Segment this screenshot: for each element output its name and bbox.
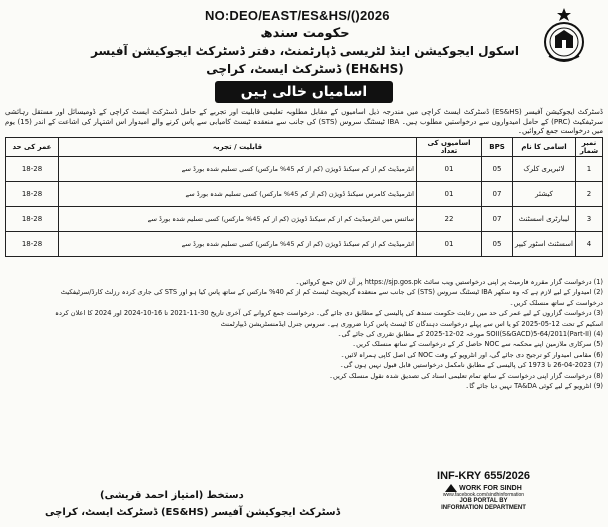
table-row: [6, 157, 603, 182]
table-row: [6, 182, 603, 207]
cell-post: لائبریری کلرک: [513, 157, 576, 182]
terms-and-conditions: [5, 277, 603, 391]
vacancies-table: [5, 137, 603, 257]
cell-qualification: انٹرمیڈیٹ کم از کم سیکنڈ ڈویژن (کم از کم 45% مارکس) کسی تسلیم شدہ بورڈ سے: [59, 232, 417, 257]
cell-bps: 07: [482, 182, 513, 207]
reference-number: NO:DEO/EAST/ES&HS/()2026: [205, 8, 390, 23]
note-line: اسکیم کے تحت 12-05-2025 کو یا اس سے پہلے درخواست دہندگان کا ٹیسٹ پاس کرنا ضروری ہے۔ سروس جنرل ایڈمنسٹریشن ڈیپارٹمنٹ: [220, 319, 603, 328]
department-title: اسکول ایجوکیشن اینڈ لٹریسی ڈپارٹمنٹ، دفتر ڈسٹرکٹ ایجوکیشن آفیسر: [91, 44, 519, 58]
header-count: اسامیوں کی تعداد: [417, 138, 482, 157]
note-line: (8) درخواست گزار اپنی درخواست کے ساتھ تمام تعلیمی اسناد کی تصدیق شدہ نقول منسلک کریں۔: [329, 371, 603, 380]
cell-bps: 05: [482, 157, 513, 182]
note-line: (1) درخواست گزار مقررہ فارمیٹ پر اپنی درخواستیں ویب سائٹ https://sjp.gos.pk پر آن لائن جمع کروائیں۔: [295, 278, 603, 286]
header-post: اسامی کا نام: [513, 138, 576, 157]
header-qualification: قابلیت / تجربہ: [59, 138, 417, 157]
header-sno: نمبر شمار: [576, 138, 603, 157]
cell-age: 18-28: [6, 207, 59, 232]
signature-name: دستخط (امتیاز احمد قریشی): [100, 490, 244, 501]
cell-qualification: انٹرمیڈیٹ کامرس سیکنڈ ڈویژن (کم از کم 45% مارکس) کسی تسلیم شدہ بورڈ سے: [59, 182, 417, 207]
district-title: (EH&HS) ڈسٹرکٹ ایسٹ، کراچی: [206, 62, 404, 76]
cell-bps: 05: [482, 232, 513, 257]
cell-sno: 4: [576, 232, 603, 257]
table-row: [6, 207, 603, 232]
cell-age: 18-28: [6, 157, 59, 182]
note-line: (9) انٹرویو کے لیے کوئی TA&DA نہیں دیا جائے گا۔: [465, 382, 603, 391]
signature-title: ڈسٹرکٹ ایجوکیشن آفیسر (ES&HS) ڈسٹرکٹ ایسٹ، کراچی: [45, 507, 341, 518]
note-line: (7) 26-04-2023 تا 1973 کی پالیسی کے مطابق نامکمل درخواستیں قابل قبول نہیں ہوں گی۔: [339, 361, 603, 370]
work-for-sindh-logo: [426, 484, 541, 492]
cell-sno: 1: [576, 157, 603, 182]
inf-website: www.facebook.com/sindhinformation: [442, 492, 525, 498]
note-line: (2) امیدوار کے لیے لازم ہے کہ وہ سکھر IBA ٹیسٹنگ سروس (STS) کی جانب سے منعقدہ گریجویٹ ٹیسٹ کم از کم 40% مارکس کے ساتھ پاس کیا ہو اور STS کی جاری کردہ رزلٹ کارڈ/سرٹیفکیٹ: [60, 288, 603, 297]
work-for-sindh-text: WORK FOR SINDH: [459, 484, 522, 492]
table-row: [6, 232, 603, 257]
cell-count: 01: [417, 182, 482, 207]
job-portal-label: JOB PORTAL BY: [459, 498, 508, 504]
vacancies-banner: اسامیاں خالی ہیں: [215, 81, 393, 103]
work-for-sindh-logo-icon: [445, 484, 457, 492]
cell-post: کیشئر: [513, 182, 576, 207]
intro-paragraph: ڈسٹرکٹ ایجوکیشن آفیسر (ES&HS) ڈسٹرکٹ ایسٹ کراچی میں مندرجہ ذیل اسامیوں کے مقابل مطلوبہ تعلیمی قابلیت اور تجربے کے حامل ڈسٹرکٹ ایسٹ کراچی کے ڈومیسائل اور مستقل رہائشی سرٹیفکیٹ (PRC) کے حامل امیدواروں سے درخواستیں مطلوب ہیں۔ IBA ٹیسٹنگ سروس (STS) کی جانب سے منعقدہ ٹیسٹ کامیابی سے پاس کرنے والے امیدوار اس اشتہار کی اشاعت کے اندر (15) یوم میں درخواست جمع کروائیں۔: [5, 108, 603, 135]
cell-qualification: انٹرمیڈیٹ کم از کم سیکنڈ ڈویژن (کم از کم 45% مارکس) کسی تسلیم شدہ بورڈ سے: [59, 157, 417, 182]
cell-qualification: سائنس میں انٹرمیڈیٹ کم از کم سیکنڈ ڈویژن (کم از کم 45% مارکس) کسی تسلیم شدہ بورڈ سے: [59, 207, 417, 232]
header-age: عمر کی حد: [6, 138, 59, 157]
note-line: (5) سرکاری ملازمین اپنے محکمہ سے NOC حاصل کر کے درخواست کے ساتھ منسلک کریں۔: [352, 340, 603, 349]
inf-block: [426, 470, 541, 512]
cell-age: 18-28: [6, 232, 59, 257]
cell-sno: 3: [576, 207, 603, 232]
note-line: (3) درخواست گزاروں کے لیے عمر کی حد میں رعایت حکومت سندھ کی پالیسی کے مطابق دی جائے گی۔ درخواست جمع کروانے کی آخری تاریخ 30-11-2021 تا 16-10-2024 اور 2024 کا اعلان کردہ: [55, 309, 603, 318]
cell-post: اسسٹنٹ اسٹور کیپر: [513, 232, 576, 257]
note-line: درخواست کے ساتھ منسلک کریں۔: [509, 298, 603, 307]
cell-count: 22: [417, 207, 482, 232]
cell-count: 01: [417, 157, 482, 182]
note-line: (6) مقامی امیدوار کو ترجیح دی جائے گی، اور انٹرویو کے وقت NOC کی اصل کاپی ہمراہ لائیں۔: [340, 350, 603, 359]
inf-code: INF-KRY 655/2026: [437, 470, 530, 482]
cell-bps: 07: [482, 207, 513, 232]
table-header-row: [6, 138, 603, 157]
cell-sno: 2: [576, 182, 603, 207]
cell-count: 01: [417, 232, 482, 257]
government-title: حکومت سندھ: [260, 26, 350, 41]
sindh-government-seal-icon: [541, 6, 587, 64]
note-line: (4) SOII(S&GACD)5-64/2011(Part-II) مورخہ 02-12-2025 کے مطابق تقرری کی جائے گی۔: [337, 330, 603, 339]
cell-post: لیبارٹری اسسٹنٹ: [513, 207, 576, 232]
cell-age: 18-28: [6, 182, 59, 207]
header-bps: BPS: [482, 138, 513, 157]
information-department-label: INFORMATION DEPARTMENT: [441, 505, 526, 511]
